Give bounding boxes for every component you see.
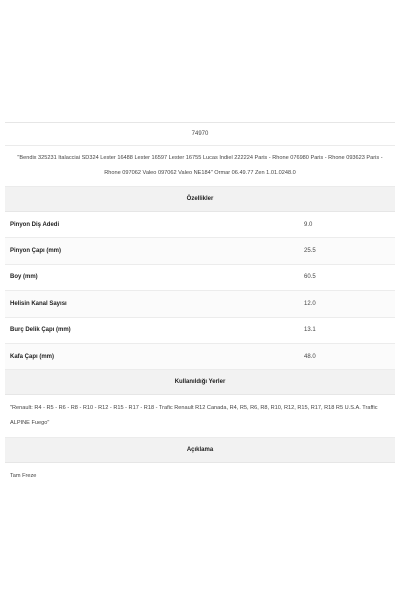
cross-references: "Bendix 325231 Italacciai SD324 Lester 16488 Lester 16597 Lester 16755 Lucas Indiel 222224 Paris - Rhone 076980 Paris - Rhone 093623 Paris - Rhone 097062 Valeo 097062 Valeo NE184" Ormar 06.49.77 Zen 1.01.0248.0 <box>5 146 395 187</box>
description-text: Tam Freze <box>10 473 37 480</box>
spec-label: Helisin Kanal Sayısı <box>10 300 67 307</box>
features-title: Özellikler <box>5 187 395 212</box>
usage-title: Kullanıldığı Yerler <box>5 370 395 395</box>
spec-value: 60.5 <box>304 274 316 281</box>
spec-value: 48.0 <box>304 353 316 360</box>
features-table <box>5 212 395 370</box>
usage-text: "Renault: R4 - R5 - R6 - R8 - R10 - R12 - R15 - R17 - R18 - Trafic Renault R12 Canada, R4, R5, R6, R8, R10, R12, R15, R17, R18 R5 U.S.A. Traffic ALPINE Fuego" <box>5 395 395 438</box>
spec-label: Kafa Çapı (mm) <box>10 353 55 360</box>
spec-label: Pinyon Çapı (mm) <box>10 248 62 255</box>
spec-row-length <box>5 265 395 291</box>
spec-row-bushing-bore <box>5 318 395 344</box>
spec-label: Burç Delik Çapı (mm) <box>10 327 71 334</box>
spec-row-pinion-teeth <box>5 212 395 238</box>
spec-label: Pinyon Diş Adedi <box>10 221 60 228</box>
spec-row-head-diameter <box>5 344 395 370</box>
spec-value: 9.0 <box>304 221 313 228</box>
spec-row-helix-channels <box>5 291 395 317</box>
product-code: 74970 <box>5 123 395 146</box>
product-detail-card <box>5 122 395 489</box>
spec-label: Boy (mm) <box>10 274 38 281</box>
spec-value: 25.5 <box>304 248 316 255</box>
spec-row-pinion-diameter <box>5 238 395 264</box>
spec-value: 12.0 <box>304 300 316 307</box>
spec-value: 13.1 <box>304 327 316 334</box>
description-title: Açıklama <box>5 438 395 463</box>
